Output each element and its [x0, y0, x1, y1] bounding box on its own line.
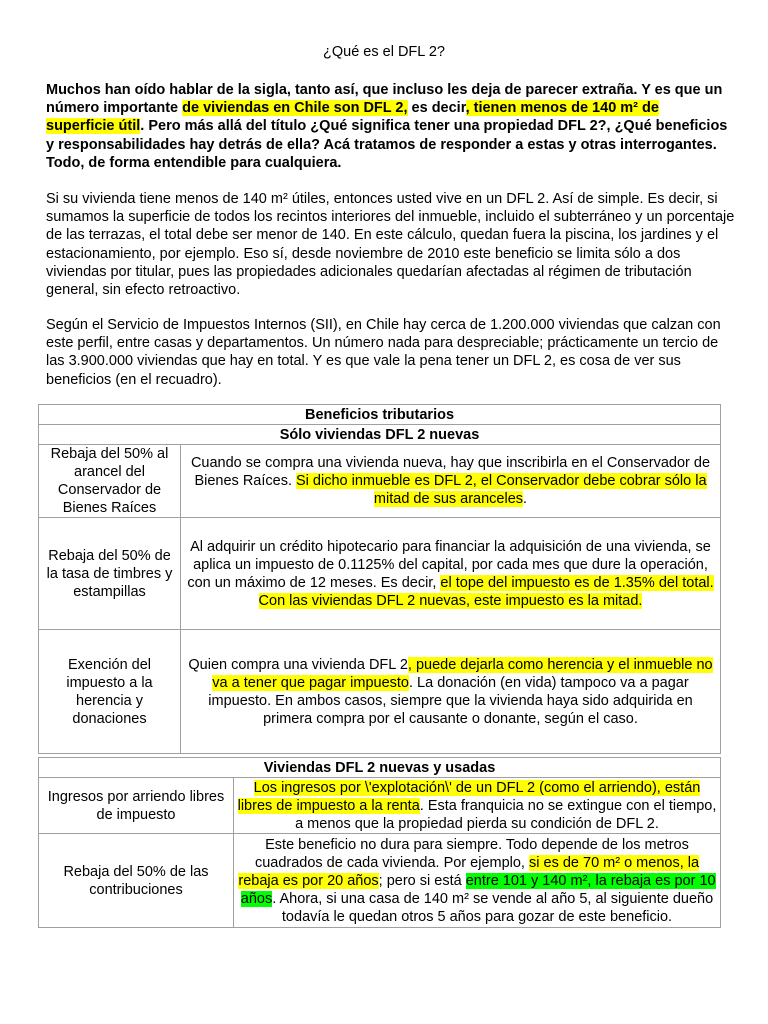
row-highlight-green: entre 101 y 140 m², la rebaja es por 10 años	[240, 872, 716, 907]
body-paragraph-2: Según el Servicio de Impuestos Internos (SII), en Chile hay cerca de 1.200.000 viviendas que calzan con este perfil, entre casas y departamentos. Un número nada para despreciable; prácticamente un tercio de las 3.900.000 viviendas que hay en total. Y es que vale la pena tener un DFL 2, es cosa de ver sus beneficios (en el recuadro).	[46, 317, 721, 388]
row-label: Rebaja del 50% de las contribuciones	[39, 834, 234, 928]
row-label: Rebaja del 50% al arancel del Conservador de Bienes Raíces	[39, 445, 181, 518]
benefits-table	[38, 404, 721, 754]
row-text: Este beneficio no dura para siempre. Todo depende de los metros cuadrados de cada vivienda. Por ejemplo,	[254, 836, 689, 871]
row-text: . Ahora, si una casa de 140 m² se vende al año 5, al siguiente dueño todavía le quedan otros 5 años para gozar de este beneficio.	[272, 890, 714, 925]
benefits-table-used	[38, 757, 721, 928]
intro-text-2: es decir	[407, 100, 466, 117]
row-label: Rebaja del 50% de la tasa de timbres y estampillas	[39, 518, 181, 630]
intro-paragraph	[46, 81, 731, 172]
row-text: Quien compra una vivienda DFL 2	[188, 656, 408, 673]
table-header-main: Beneficios tributarios	[39, 405, 721, 425]
table-row	[39, 834, 721, 928]
table-header-new-used: Viviendas DFL 2 nuevas y usadas	[39, 758, 721, 778]
row-description	[181, 445, 721, 518]
row-label: Exención del impuesto a la herencia y donaciones	[39, 630, 181, 754]
row-highlight: el tope del impuesto es de 1.35% del total. Con las viviendas DFL 2 nuevas, este impuesto es la mitad.	[258, 574, 714, 609]
intro-highlight-1: de viviendas en Chile son DFL 2,	[182, 100, 408, 117]
row-description	[234, 834, 721, 928]
body-paragraph-1: Si su vivienda tiene menos de 140 m² útiles, entonces usted vive en un DFL 2. Así de simple. Es decir, si sumamos la superficie de todos los recintos interiores del inmueble, incluido el subterráneo y un porcentaje de las terrazas, el total debe ser menor de 140. En este cálculo, quedan fuera la piscina, los jardines y el estacionamiento, por ejemplo. Eso sí, desde noviembre de 2010 este beneficio se limita sólo a dos viviendas por titular, pues las propiedades adicionales quedarían afectadas al régimen de tributación general, sin efecto retroactivo.	[46, 191, 735, 299]
table-header-new: Sólo viviendas DFL 2 nuevas	[39, 425, 721, 445]
table-row	[39, 445, 721, 518]
row-text: .	[523, 491, 528, 507]
row-description	[181, 630, 721, 754]
table-row	[39, 630, 721, 754]
table-row	[39, 778, 721, 834]
table-row	[39, 518, 721, 630]
row-text: . La donación (en vida) tampoco va a pagar impuesto. En ambos casos, siempre que la vivienda haya sido adquirida en primera compra por el causante o donante, según el caso.	[208, 674, 693, 727]
document-title: ¿Qué es el DFL 2?	[323, 44, 445, 60]
row-highlight: Los ingresos por \'explotación\' de un DFL 2 (como el arriendo), están libres de impuesto a la renta	[237, 779, 701, 814]
row-description	[181, 518, 721, 630]
row-highlight: , puede dejarla como herencia y el inmueble no va a tener que pagar impuesto	[212, 656, 713, 691]
intro-highlight-2: , tienen menos de 140 m² de superficie útil	[46, 100, 659, 135]
row-label: Ingresos por arriendo libres de impuesto	[39, 778, 234, 834]
intro-text-3: . Pero más allá del título ¿Qué significa tener una propiedad DFL 2?, ¿Qué beneficios y responsabilidades hay detrás de ella? Acá tratamos de responder a estas y otras interrogantes. Todo, de forma entendible para cualquiera.	[46, 118, 728, 171]
row-highlight: si es de 70 m² o menos, la rebaja es por 20 años	[238, 854, 700, 889]
row-text: . Esta franquicia no se extingue con el tiempo, a menos que la propiedad pierda su condición de DFL 2.	[295, 797, 717, 832]
intro-text-1: Muchos han oído hablar de la sigla, tanto así, que incluso les deja de parecer extraña. Y es que un número importante	[46, 82, 723, 117]
row-text: ; pero si está	[378, 872, 466, 889]
row-highlight: Si dicho inmueble es DFL 2, el Conservador debe cobrar sólo la mitad de sus aranceles	[296, 473, 707, 507]
row-text: Al adquirir un crédito hipotecario para financiar la adquisición de una vivienda, se aplica un impuesto de 0.1125% del capital, por cada mes que dure la operación, con un máximo de 12 meses. Es decir,	[187, 538, 711, 591]
row-description	[234, 778, 721, 834]
row-text: Cuando se compra una vivienda nueva, hay que inscribirla en el Conservador de Bienes Raíces.	[190, 455, 711, 489]
